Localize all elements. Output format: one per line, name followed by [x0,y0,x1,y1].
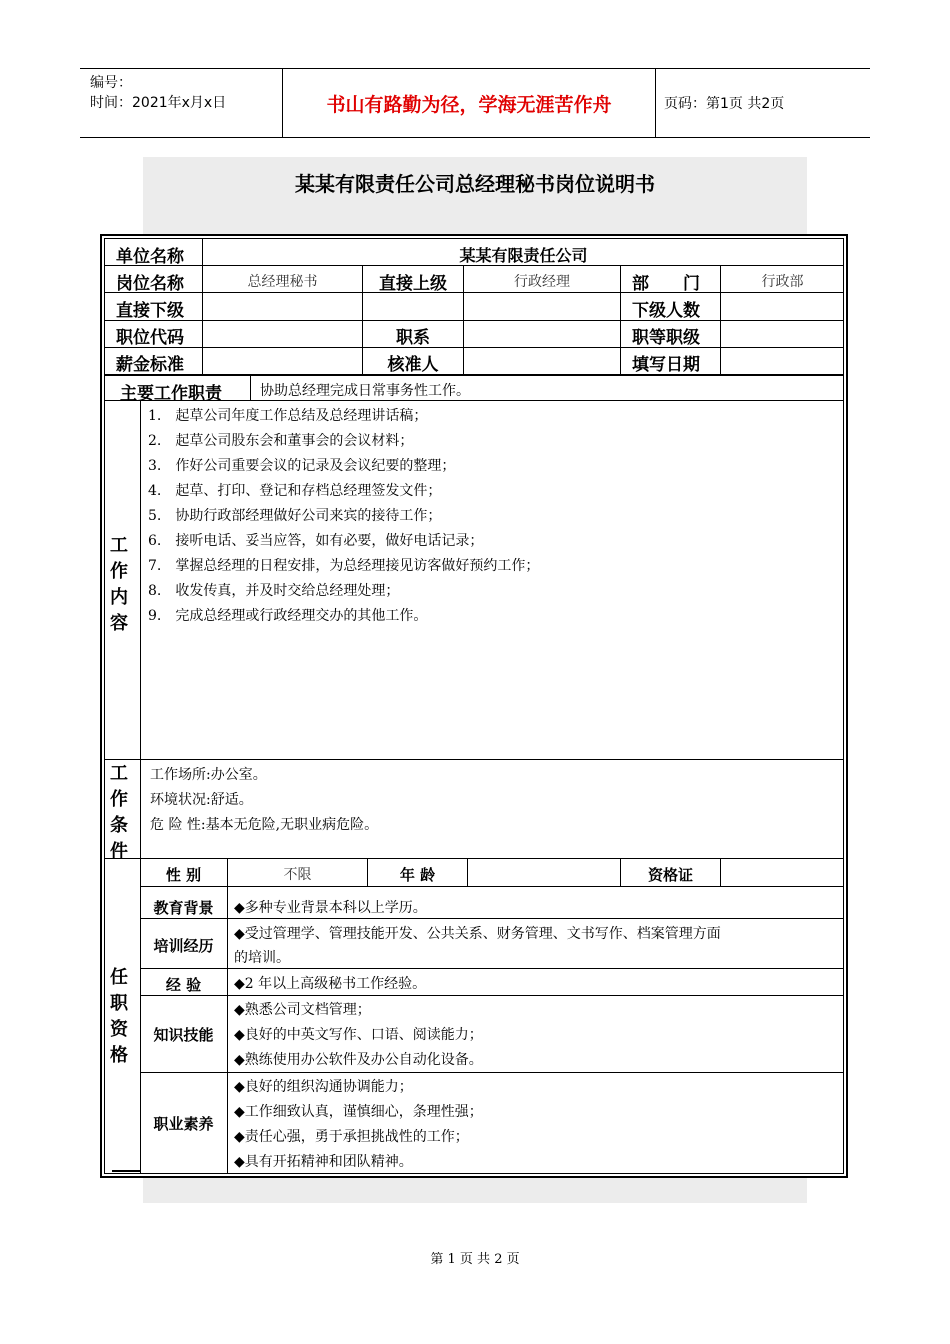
list-item: ◆责任心强，勇于承担挑战性的工作； [234,1129,469,1145]
list-item: 4. 起草、打印、登记和存档总经理签发文件； [148,483,442,499]
education-value: ◆多种专业背景本科以上学历。 [234,900,427,916]
list-item: 6. 接听电话、妥当应答，如有必要，做好电话记录； [148,533,484,549]
work-content-label: 工作内容 [110,535,128,634]
unit-name-label: 单位名称 [116,247,184,267]
work-conditions-list [150,763,378,838]
position-name-label: 岗位名称 [116,274,184,294]
unit-name-value: 某某有限责任公司 [459,246,588,265]
department-label: 部 门 [632,274,700,294]
list-item: ◆工作细致认真，谨慎细心，条理性强； [234,1104,483,1120]
certificate-label: 资格证 [647,866,693,884]
list-item: 工作场所:办公室。 [150,767,267,783]
work-content-list [148,404,539,629]
header-meta [90,73,226,113]
education-label: 教育背景 [153,899,214,917]
list-item: 7. 掌握总经理的日程安排，为总经理接见访客做好预约工作； [148,558,540,574]
list-item: ◆良好的中英文写作、口语、阅读能力； [234,1027,483,1043]
list-item: 5. 协助行政部经理做好公司来宾的接待工作； [148,508,442,524]
experience-value: ◆2 年以上高级秘书工作经验。 [234,976,427,992]
fill-date-label: 填写日期 [632,355,700,375]
superior-value: 行政经理 [514,274,570,290]
job-series-label: 职系 [396,328,430,348]
training-value: ◆受过管理学、管理技能开发、公共关系、财务管理、文书写作、档案管理方面 的培训。 [234,926,721,966]
page-header [80,68,870,138]
main-duty-label: 主要工作职责 [120,384,222,404]
list-item: 1. 起草公司年度工作总结及总经理讲话稿； [148,408,428,424]
qualifications-label: 任职资格 [110,967,128,1066]
list-item: 3. 作好公司重要会议的记录及会议纪要的整理； [148,458,456,474]
grade-label: 职等职级 [632,328,700,348]
document-title: 某某有限责任公司总经理秘书岗位说明书 [295,172,655,196]
superior-label: 直接上级 [379,274,447,294]
position-name-value: 总经理秘书 [247,274,318,290]
number-label: 编号： [90,75,132,91]
list-item: 8. 收发传真，并及时交给总经理处理； [148,583,400,599]
gender-label: 性 别 [165,866,202,884]
page-info: 页码：第1页 共2页 [664,96,785,112]
main-duty-value: 协助总经理完成日常事务性工作。 [260,383,470,399]
list-item: 环境状况:舒适。 [150,792,253,808]
subordinate-count-label: 下级人数 [632,301,700,321]
subordinate-label: 直接下级 [116,301,184,321]
experience-label: 经 验 [165,976,202,994]
quality-label: 职业素养 [153,1115,214,1133]
list-item: ◆熟悉公司文档管理； [234,1002,371,1018]
age-label: 年 龄 [399,866,436,884]
list-item: ◆良好的组织沟通协调能力； [234,1079,413,1095]
position-code-label: 职位代码 [116,328,184,348]
page-footer: 第 1 页 共 2 页 [430,1252,520,1267]
gender-value: 不限 [283,867,312,883]
list-item: 2. 起草公司股东会和董事会的会议材料； [148,433,414,449]
department-value: 行政部 [761,274,804,290]
skills-label: 知识技能 [153,1026,214,1044]
salary-label: 薪金标准 [116,355,184,375]
training-label: 培训经历 [153,937,214,955]
list-item: 危 险 性:基本无危险,无职业病危险。 [150,817,379,833]
list-item: 9. 完成总经理或行政经理交办的其他工作。 [148,608,428,624]
list-item: ◆具有开拓精神和团队精神。 [234,1154,413,1170]
time-label: 时间：2021年x月x日 [90,95,227,111]
quality-list [234,1075,483,1175]
list-item: ◆熟练使用办公软件及办公自动化设备。 [234,1052,483,1068]
work-conditions-label: 工作条件 [110,763,128,862]
skills-list [234,998,483,1073]
approver-label: 核准人 [387,355,439,375]
motto: 书山有路勤为径，学海无涯苦作舟 [282,69,656,137]
